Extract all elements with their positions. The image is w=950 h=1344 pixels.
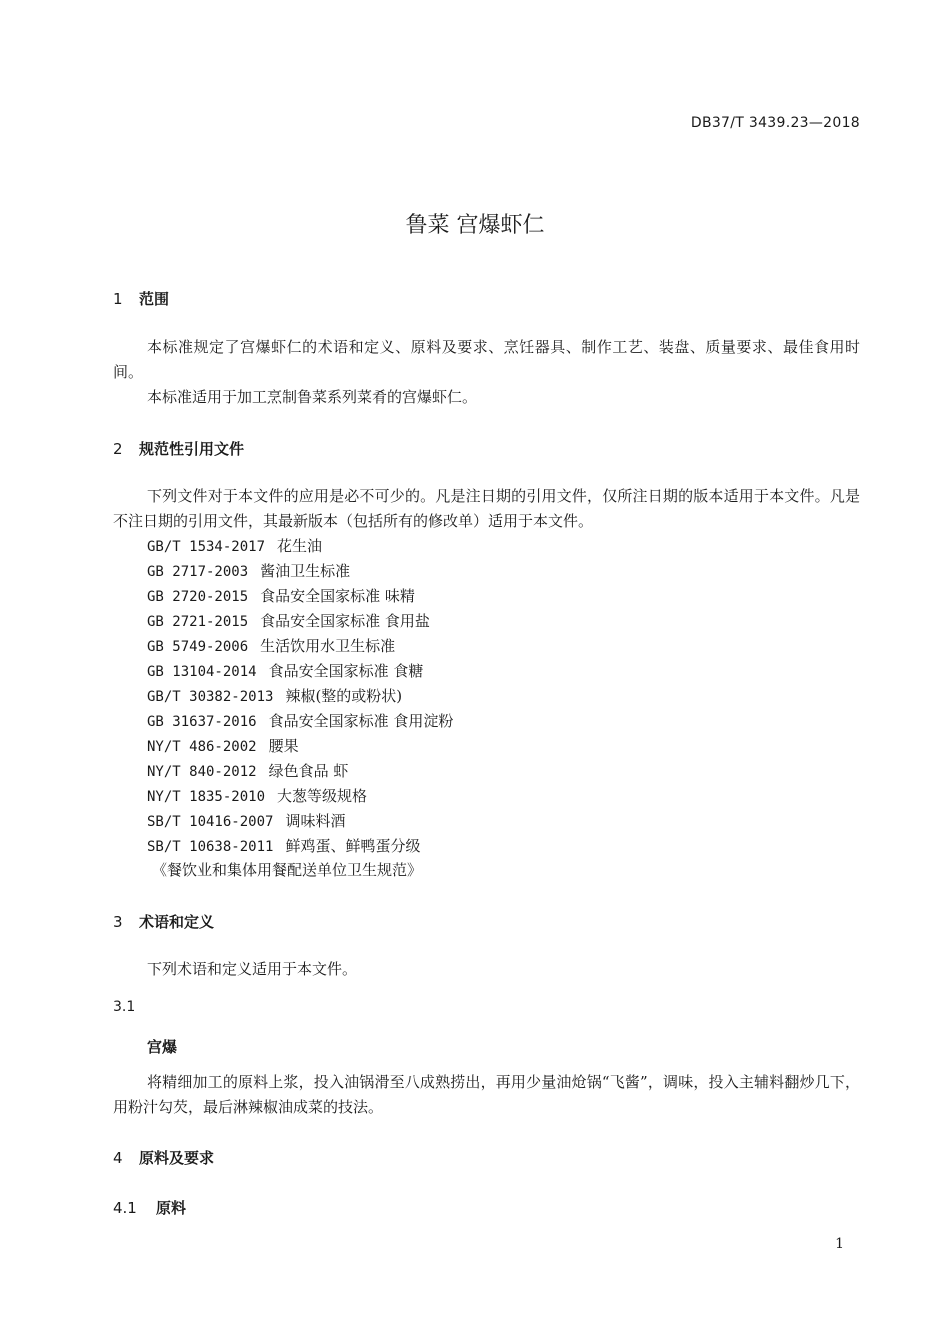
reference-title: 绿色食品 虾 [268, 762, 349, 780]
reference-item [147, 584, 453, 609]
reference-title: 腰果 [268, 737, 299, 755]
section-1-heading [113, 288, 169, 309]
section-number: 4 [113, 1149, 123, 1167]
reference-item [147, 734, 453, 759]
section-title: 规范性引用文件 [139, 440, 245, 458]
terms-intro: 下列术语和定义适用于本文件。 [147, 960, 358, 978]
reference-code: GB/T 30382-2013 [147, 689, 274, 705]
reference-item [147, 759, 453, 784]
reference-title: 大葱等级规格 [277, 787, 368, 805]
reference-code: SB/T 10416-2007 [147, 814, 274, 830]
reference-code: GB 31637-2016 [147, 714, 257, 730]
reference-item [147, 559, 453, 584]
section-4-heading [113, 1147, 214, 1168]
references-intro: 下列文件对于本文件的应用是必不可少的。凡是注日期的引用文件，仅所注日期的版本适用于本文件。凡是不注日期的引用文件，其最新版本（包括所有的修改单）适用于本文件。 [113, 487, 860, 530]
page-number: 1 [835, 1236, 844, 1252]
reference-title: 花生油 [277, 537, 323, 555]
reference-title: 酱油卫生标准 [260, 562, 351, 580]
scope-paragraph-1: 本标准规定了宫爆虾仁的术语和定义、原料及要求、烹饪器具、制作工艺、装盘、质量要求、最佳食用时间。 [113, 338, 860, 381]
section-2-heading [113, 438, 244, 459]
reference-item [147, 609, 453, 634]
reference-item [147, 809, 453, 834]
subsection-title: 原料 [156, 1199, 187, 1217]
reference-item [147, 659, 453, 684]
section-number: 1 [113, 290, 123, 308]
section-title: 术语和定义 [139, 913, 215, 931]
section-title: 范围 [139, 290, 170, 308]
section-number: 3 [113, 913, 123, 931]
section-3-heading [113, 911, 214, 932]
term-name: 宫爆 [147, 1038, 178, 1056]
reference-title: 生活饮用水卫生标准 [260, 637, 396, 655]
reference-title: 食品安全国家标准 食用盐 [260, 612, 430, 630]
reference-item [147, 684, 453, 709]
reference-item-hygiene-spec: 《餐饮业和集体用餐配送单位卫生规范》 [152, 861, 423, 879]
reference-code: GB 2721-2015 [147, 614, 249, 630]
subsection-number: 4.1 [113, 1199, 137, 1217]
term-definition: 将精细加工的原料上浆，投入油锅滑至八成熟捞出，再用少量油炝锅“飞酱”，调味，投入主辅料翻炒几下，用粉汁勾芡，最后淋辣椒油成菜的技法。 [113, 1073, 860, 1116]
document-code: DB37/T 3439.23—2018 [690, 115, 860, 131]
subsection-4-1-heading [113, 1197, 186, 1218]
reference-title: 食品安全国家标准 味精 [260, 587, 415, 605]
reference-code: GB 13104-2014 [147, 664, 257, 680]
reference-code: GB/T 1534-2017 [147, 539, 266, 555]
reference-title: 调味料酒 [285, 812, 346, 830]
reference-title: 鲜鸡蛋、鲜鸭蛋分级 [285, 837, 421, 855]
reference-code: NY/T 1835-2010 [147, 789, 266, 805]
reference-title: 食品安全国家标准 食糖 [268, 662, 424, 680]
reference-code: GB 2720-2015 [147, 589, 249, 605]
reference-code: NY/T 840-2012 [147, 764, 257, 780]
reference-item [147, 709, 453, 734]
reference-title: 食品安全国家标准 食用淀粉 [268, 712, 454, 730]
reference-code: SB/T 10638-2011 [147, 839, 274, 855]
reference-item [147, 834, 453, 859]
reference-code: NY/T 486-2002 [147, 739, 257, 755]
reference-item [147, 534, 453, 559]
reference-item [147, 784, 453, 809]
reference-list [147, 534, 453, 859]
reference-item [147, 634, 453, 659]
section-title: 原料及要求 [139, 1149, 215, 1167]
reference-code: GB 2717-2003 [147, 564, 249, 580]
reference-code: GB 5749-2006 [147, 639, 249, 655]
section-number: 2 [113, 440, 123, 458]
reference-title: 辣椒(整的或粉状) [285, 687, 403, 705]
subsection-3-1-number: 3.1 [113, 999, 136, 1015]
scope-paragraph-2: 本标准适用于加工烹制鲁菜系列菜肴的宫爆虾仁。 [147, 388, 478, 406]
document-title: 鲁菜 宫爆虾仁 [405, 213, 545, 238]
